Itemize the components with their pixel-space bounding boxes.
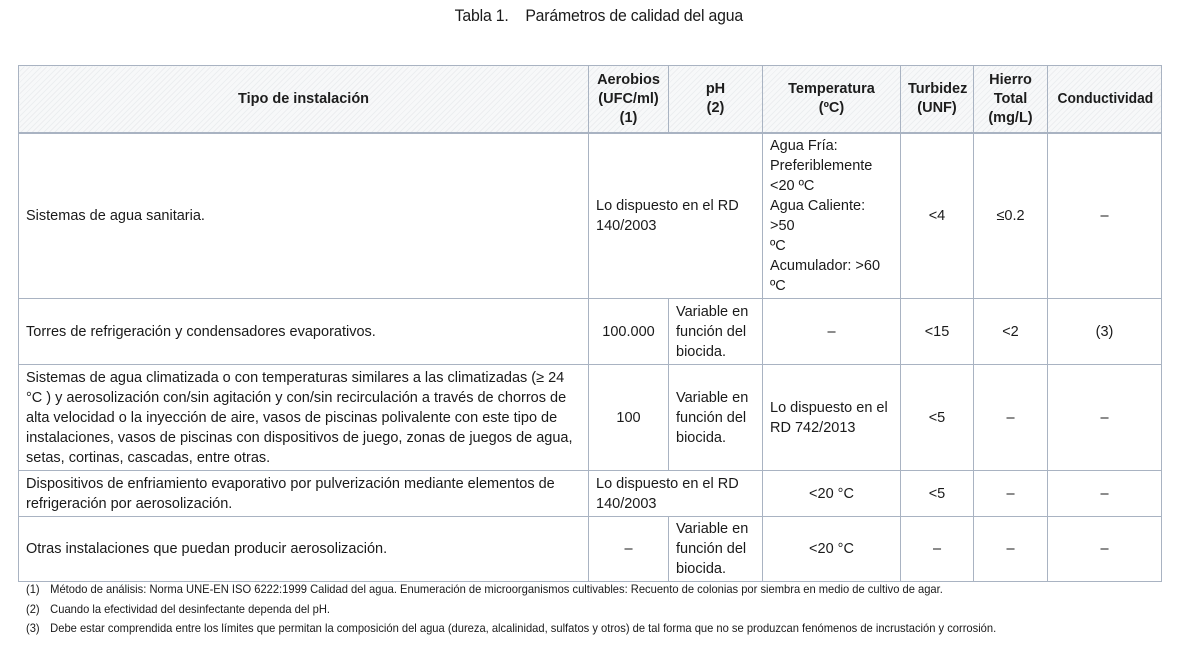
footnote-1 [26,580,996,600]
cell-temperatura: <20 °C [763,471,901,517]
header-ph: pH (2) [669,66,763,134]
table-row [19,365,1162,471]
cell-turbidez: <4 [901,133,974,299]
cell-hierro: ≤0.2 [974,133,1048,299]
cell-hierro: – [974,471,1048,517]
footnote-text: Cuando la efectividad del desinfectante dependa del pH. [50,601,331,616]
table-row [19,133,1162,299]
cell-conductividad: – [1048,471,1162,517]
header-row [19,66,1162,134]
header-turbidez: Turbidez (UNF) [901,66,974,134]
cell-tipo: Dispositivos de enfriamiento evaporativo por pulverización mediante elementos de refrigeración por aerosolización. [19,471,589,517]
cell-aerobios: 100.000 [589,299,669,365]
cell-aerobios-ph-merged: Lo dispuesto en el RD 140/2003 [589,471,763,517]
cell-temperatura: – [763,299,901,365]
caption-number: Tabla 1. [454,6,509,25]
footnote-mark: (2) [26,601,40,616]
header-conductividad: Conductividad [1048,66,1162,134]
footnote-text: Debe estar comprendida entre los límites que permitan la composición del agua (dureza, alcalinidad, sulfatos y otros) de tal forma que no se produzcan fenómenos de incrustación y corrosión. [50,621,997,635]
cell-temperatura: Lo dispuesto en el RD 742/2013 [763,365,901,471]
cell-aerobios-ph-merged: Lo dispuesto en el RD 140/2003 [589,133,763,299]
cell-tipo: Sistemas de agua climatizada o con temperaturas similares a las climatizadas (≥ 24 °C ) y aerosolización con/sin agitación y con/sin recirculación a través de chorros de alta velocidad o la inyección de aire, vasos de piscinas polivalente con este tipo de instalaciones, vasos de piscinas con dispositivos de juego, zonas de juegos de agua, setas, cortinas, cascadas, entre otras. [19,365,589,471]
header-tipo-instalacion: Tipo de instalación [19,66,589,134]
water-quality-table [18,65,1162,582]
cell-hierro: – [974,517,1048,582]
footnote-mark: (3) [26,621,40,635]
cell-turbidez: <5 [901,471,974,517]
cell-temperatura: Agua Fría: Preferiblemente <20 ºC Agua Caliente: >50 ºC Acumulador: >60 ºC [763,133,901,299]
header-aerobios: Aerobios (UFC/ml) (1) [589,66,669,134]
cell-conductividad: (3) [1048,299,1162,365]
footnote-2 [26,600,996,620]
cell-aerobios: – [589,517,669,582]
cell-conductividad: – [1048,517,1162,582]
caption-title: Parámetros de calidad del agua [525,6,743,25]
cell-hierro: <2 [974,299,1048,365]
footnote-mark: (1) [26,582,40,596]
cell-turbidez: <15 [901,299,974,365]
cell-temperatura: <20 °C [763,517,901,582]
table-row [19,517,1162,582]
table-caption [41,6,1156,26]
footnotes [26,580,1069,639]
cell-turbidez: – [901,517,974,582]
cell-tipo: Torres de refrigeración y condensadores evaporativos. [19,299,589,365]
header-temperatura: Temperatura (ºC) [763,66,901,134]
cell-aerobios: 100 [589,365,669,471]
cell-conductividad: – [1048,133,1162,299]
cell-ph: Variable en función del biocida. [669,365,763,471]
footnote-text: Método de análisis: Norma UNE-EN ISO 6222:1999 Calidad del agua. Enumeración de microorganismos cultivables: Recuento de colonias por siembra en medio de cultivo de agar. [50,582,943,596]
cell-conductividad: – [1048,365,1162,471]
table-row [19,471,1162,517]
cell-ph: Variable en función del biocida. [669,517,763,582]
cell-hierro: – [974,365,1048,471]
cell-tipo: Otras instalaciones que puedan producir aerosolización. [19,517,589,582]
cell-ph: Variable en función del biocida. [669,299,763,365]
header-hierro-total: Hierro Total (mg/L) [974,66,1048,134]
cell-turbidez: <5 [901,365,974,471]
table-row [19,299,1162,365]
footnote-3 [26,619,996,639]
cell-tipo: Sistemas de agua sanitaria. [19,133,589,299]
